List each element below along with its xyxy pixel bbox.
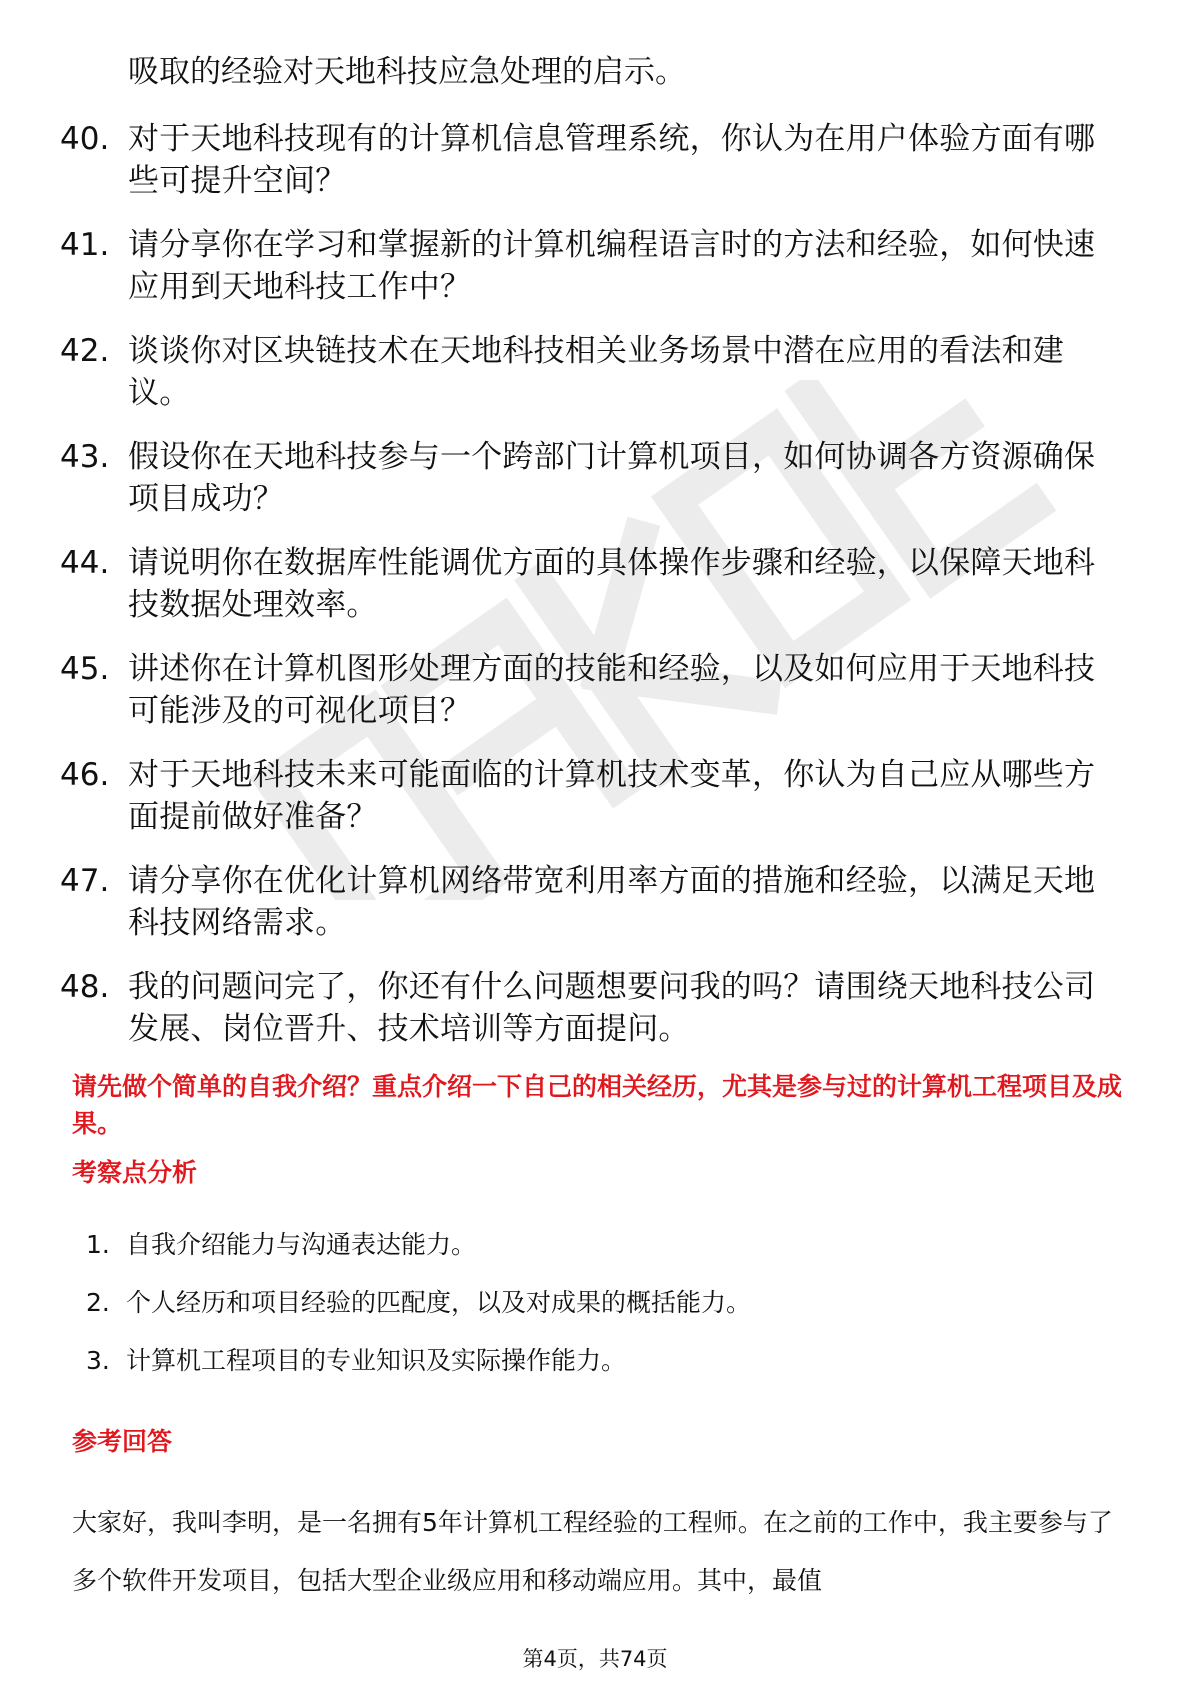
question-text: 请分享你在学习和掌握新的计算机编程语言时的方法和经验，如何快速应用到天地科技工作中？ <box>128 227 1096 305</box>
continued-question-text: 吸取的经验对天地科技应急处理的启示。 <box>128 54 686 90</box>
question-item <box>60 754 1120 838</box>
question-number: 47. <box>60 863 110 899</box>
highlight-question: 请先做个简单的自我介绍？重点介绍一下自己的相关经历，尤其是参与过的计算机工程项目及成果。 <box>72 1072 1123 1138</box>
page-footer: 第4页，共74页 <box>522 1647 668 1671</box>
question-number: 46. <box>60 757 110 793</box>
point-number: 2. <box>86 1288 110 1317</box>
analysis-point <box>86 1344 751 1402</box>
question-number: 45. <box>60 651 110 687</box>
question-item <box>60 224 1120 308</box>
answer-heading: 参考回答 <box>72 1427 173 1456</box>
point-number: 3. <box>86 1346 110 1375</box>
question-text: 对于天地科技现有的计算机信息管理系统，你认为在用户体验方面有哪些可提升空间？ <box>128 121 1096 199</box>
question-item <box>60 860 1120 944</box>
question-number: 44. <box>60 545 110 581</box>
question-text: 假设你在天地科技参与一个跨部门计算机项目，如何协调各方资源确保项目成功？ <box>128 439 1096 517</box>
analysis-heading: 考察点分析 <box>72 1158 198 1187</box>
question-number: 40. <box>60 121 110 157</box>
question-text: 请分享你在优化计算机网络带宽利用率方面的措施和经验，以满足天地科技网络需求。 <box>128 863 1096 941</box>
question-item <box>60 542 1120 626</box>
question-number: 43. <box>60 439 110 475</box>
question-text: 我的问题问完了，你还有什么问题想要问我的吗？请围绕天地科技公司发展、岗位晋升、技术培训等方面提问。 <box>128 969 1096 1047</box>
question-item <box>60 966 1120 1050</box>
analysis-points <box>86 1228 751 1402</box>
question-number: 42. <box>60 333 110 369</box>
point-text: 计算机工程项目的专业知识及实际操作能力。 <box>126 1346 627 1375</box>
question-number: 41. <box>60 227 110 263</box>
question-item <box>60 118 1120 202</box>
question-number: 48. <box>60 969 110 1005</box>
question-text: 请说明你在数据库性能调优方面的具体操作步骤和经验，以保障天地科技数据处理效率。 <box>128 545 1096 623</box>
question-text: 对于天地科技未来可能面临的计算机技术变革，你认为自己应从哪些方面提前做好准备？ <box>128 757 1096 835</box>
answer-paragraph: 大家好，我叫李明，是一名拥有5年计算机工程经验的工程师。在之前的工作中，我主要参与了多个软件开发项目，包括大型企业级应用和移动端应用。其中，最值 <box>72 1508 1113 1595</box>
point-text: 个人经历和项目经验的匹配度，以及对成果的概括能力。 <box>126 1288 752 1317</box>
point-text: 自我介绍能力与沟通表达能力。 <box>126 1230 477 1259</box>
question-list <box>60 118 1120 1072</box>
question-text: 讲述你在计算机图形处理方面的技能和经验，以及如何应用于天地科技可能涉及的可视化项目？ <box>128 651 1096 729</box>
analysis-point <box>86 1286 751 1344</box>
question-item <box>60 330 1120 414</box>
question-text: 谈谈你对区块链技术在天地科技相关业务场景中潜在应用的看法和建议。 <box>128 333 1064 411</box>
question-item <box>60 648 1120 732</box>
question-item <box>60 436 1120 520</box>
point-number: 1. <box>86 1230 110 1259</box>
analysis-point <box>86 1228 751 1286</box>
